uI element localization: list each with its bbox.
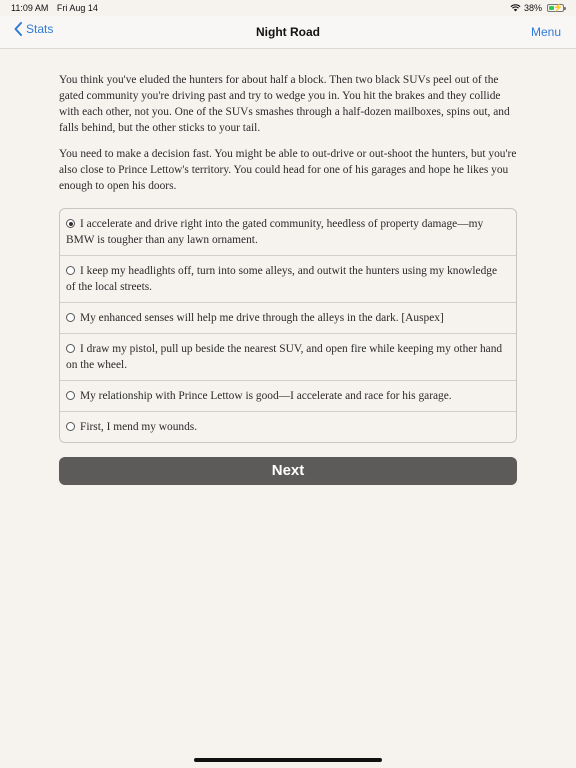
radio-button[interactable] (66, 422, 75, 431)
choice-option-2[interactable] (60, 255, 516, 302)
home-indicator[interactable] (194, 758, 382, 762)
radio-button[interactable] (66, 344, 75, 353)
choice-label: I keep my headlights off, turn into some alleys, and outwit the hunters using my knowledge of the local streets. (66, 265, 498, 293)
story-paragraph: You need to make a decision fast. You might be able to out-drive or out-shoot the hunters, but you're also close to Prince Lettow's territory. You could head for one of his garages and hope he likes you enough to open his doors. (59, 148, 517, 192)
story-paragraph: You think you've eluded the hunters for about half a block. Then two black SUVs peel out of the gated community you're driving past and try to wedge you in. You hit the brakes and they collide with each other, not you. One of the SUVs smashes through a half-dozen mailboxes, spins out, and falls behind, but the other sticks to your tail. (59, 74, 510, 134)
battery-percent: 38% (523, 3, 542, 13)
choice-label: I draw my pistol, pull up beside the nearest SUV, and open fire while keeping my other hand on the wheel. (66, 343, 503, 371)
next-button[interactable]: Next (59, 457, 517, 485)
status-date: Fri Aug 14 (56, 3, 98, 13)
choice-option-3[interactable] (60, 302, 516, 333)
radio-button[interactable] (66, 266, 75, 275)
wifi-icon (510, 4, 521, 12)
status-bar (0, 0, 576, 16)
radio-button[interactable] (66, 313, 75, 322)
battery-icon (547, 4, 564, 12)
choice-option-1[interactable] (60, 209, 516, 255)
status-time: 11:09 AM (11, 3, 49, 13)
menu-button[interactable]: Menu (530, 25, 561, 39)
charging-icon: ⚡ (553, 3, 563, 12)
radio-button[interactable] (66, 391, 75, 400)
choice-option-4[interactable] (60, 333, 516, 380)
choice-list (59, 208, 517, 443)
page-title: Night Road (256, 25, 320, 39)
radio-button[interactable] (66, 219, 75, 228)
nav-bar (0, 16, 576, 49)
choice-option-6[interactable] (60, 411, 516, 442)
choice-label: First, I mend my wounds. (80, 421, 198, 433)
choice-option-5[interactable] (60, 380, 516, 411)
back-label: Stats (26, 22, 54, 36)
choice-label: I accelerate and drive right into the gated community, heedless of property damage—my BMW is tougher than any lawn ornament. (66, 218, 484, 246)
choice-label: My enhanced senses will help me drive through the alleys in the dark. [Auspex] (80, 312, 444, 324)
story-text (59, 72, 519, 204)
choice-label: My relationship with Prince Lettow is good—I accelerate and race for his garage. (80, 390, 452, 402)
